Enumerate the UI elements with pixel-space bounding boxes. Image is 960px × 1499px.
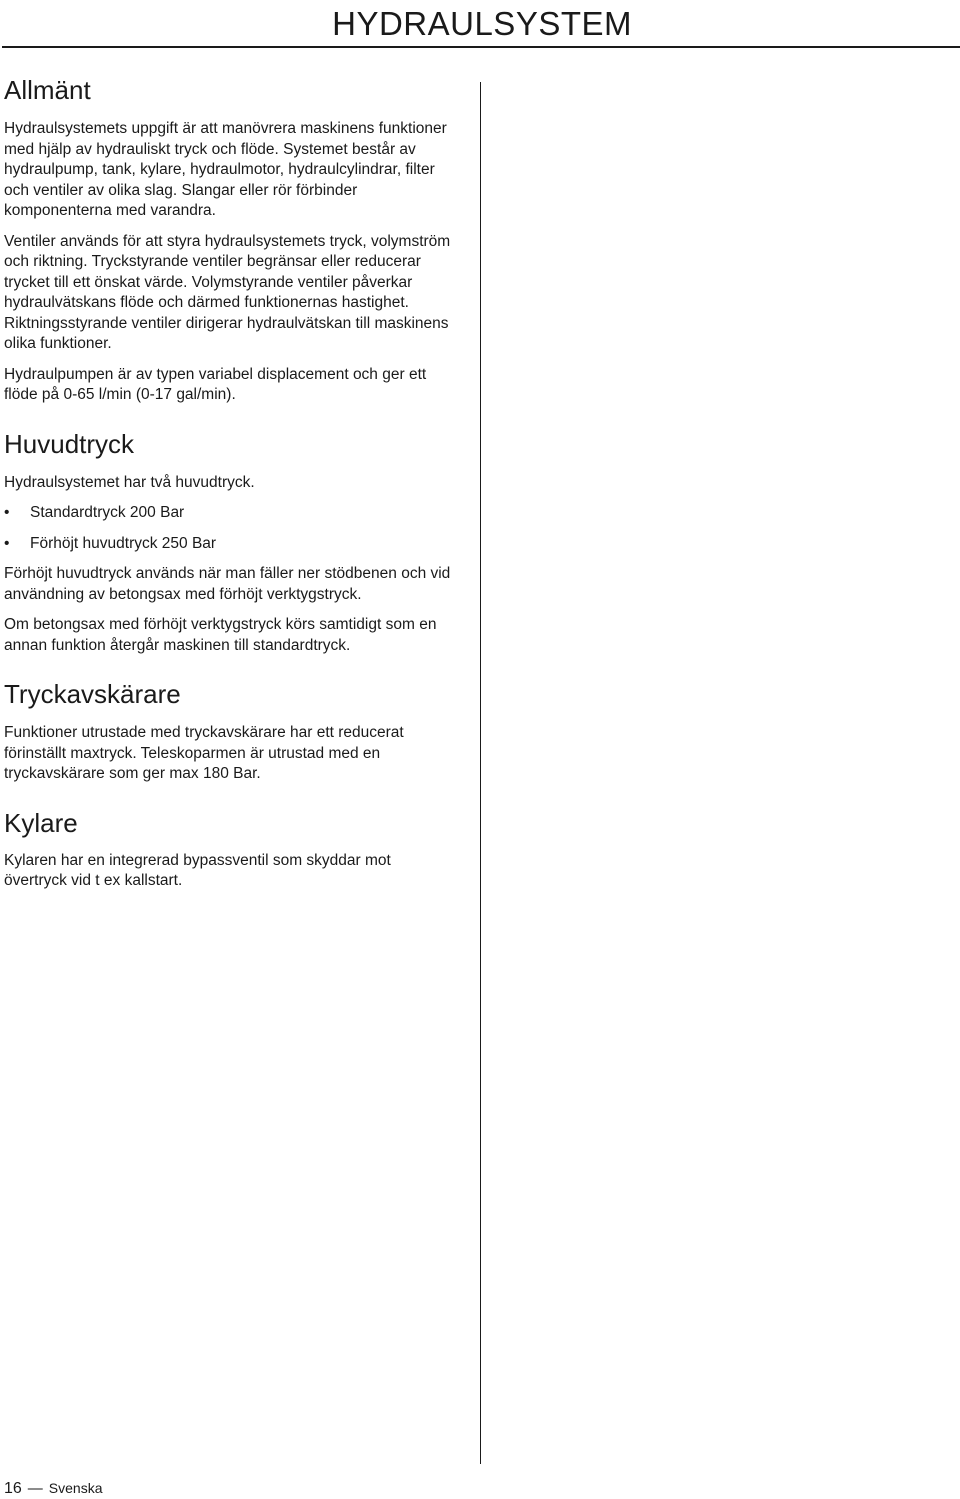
huvudtryck-paragraph-2: Förhöjt huvudtryck används när man fäller ner stödbenen och vid användning av betongsax med förhöjt verktygstryck.: [4, 565, 451, 603]
huvudtryck-paragraph-1: Hydraulsystemet har två huvudtryck.: [4, 473, 255, 491]
tryckavskarare-paragraph-1: Funktioner utrustade med tryckavskärare har ett reducerat förinställt maxtryck. Teleskoparmen är utrustad med en tryckavskärare som ger max 180 Bar.: [4, 724, 404, 782]
page-footer: [4, 1478, 103, 1499]
allmant-paragraph-2: Ventiler används för att styra hydraulsystemets tryck, volymström och riktning. Tryckstyrande ventiler begränsar eller reducerar trycket till ett önskat värde. Volymstyrande ventiler påverkar hydraulvätskans flöde och därmed funktionernas hastighet. Riktningsstyrande ventiler dirigerar hydraulvätskan till maskinens olika funktioner.: [4, 232, 451, 352]
bullet-text: Standardtryck 200 Bar: [30, 504, 185, 521]
column-divider: [480, 82, 481, 1464]
section-heading-kylare: Kylare: [4, 807, 78, 838]
section-heading-huvudtryck: Huvudtryck: [4, 428, 135, 459]
section-heading-tryckavskarare: Tryckavskärare: [4, 679, 181, 709]
bullet-icon: •: [4, 504, 10, 521]
huvudtryck-paragraph-3: Om betongsax med förhöjt verktygstryck körs samtidigt som en annan funktion återgår maskinen till standardtryck.: [4, 616, 437, 654]
allmant-paragraph-1: Hydraulsystemets uppgift är att manövrera maskinens funktioner med hjälp av hydrauliskt tryck och flöde. Systemet består av hydraulpump, tank, kylare, hydraulmotor, hydraulcylindrar, filter och ventiler av olika slag. Slangar eller rör förbinder komponenterna med varandra.: [4, 120, 447, 219]
bullet-text: Förhöjt huvudtryck 250 Bar: [30, 534, 217, 552]
kylare-paragraph-1: Kylaren har en integrerad bypassventil som skyddar mot övertryck vid t ex kallstart.: [4, 851, 391, 889]
list-item: [4, 534, 456, 555]
bullet-icon: •: [4, 534, 10, 552]
footer-dash: —: [27, 1480, 43, 1497]
list-item: [4, 503, 456, 524]
page-number: 16: [4, 1480, 22, 1497]
main-column: [4, 74, 456, 892]
footer-language: Svenska: [48, 1480, 103, 1496]
section-heading-allmant: Allmänt: [4, 75, 91, 105]
page-title: HYDRAULSYSTEM: [332, 5, 632, 42]
allmant-paragraph-3: Hydraulpumpen är av typen variabel displacement och ger ett flöde på 0-65 l/min (0-17 gal/min).: [4, 365, 427, 403]
header-rule: [2, 46, 960, 48]
